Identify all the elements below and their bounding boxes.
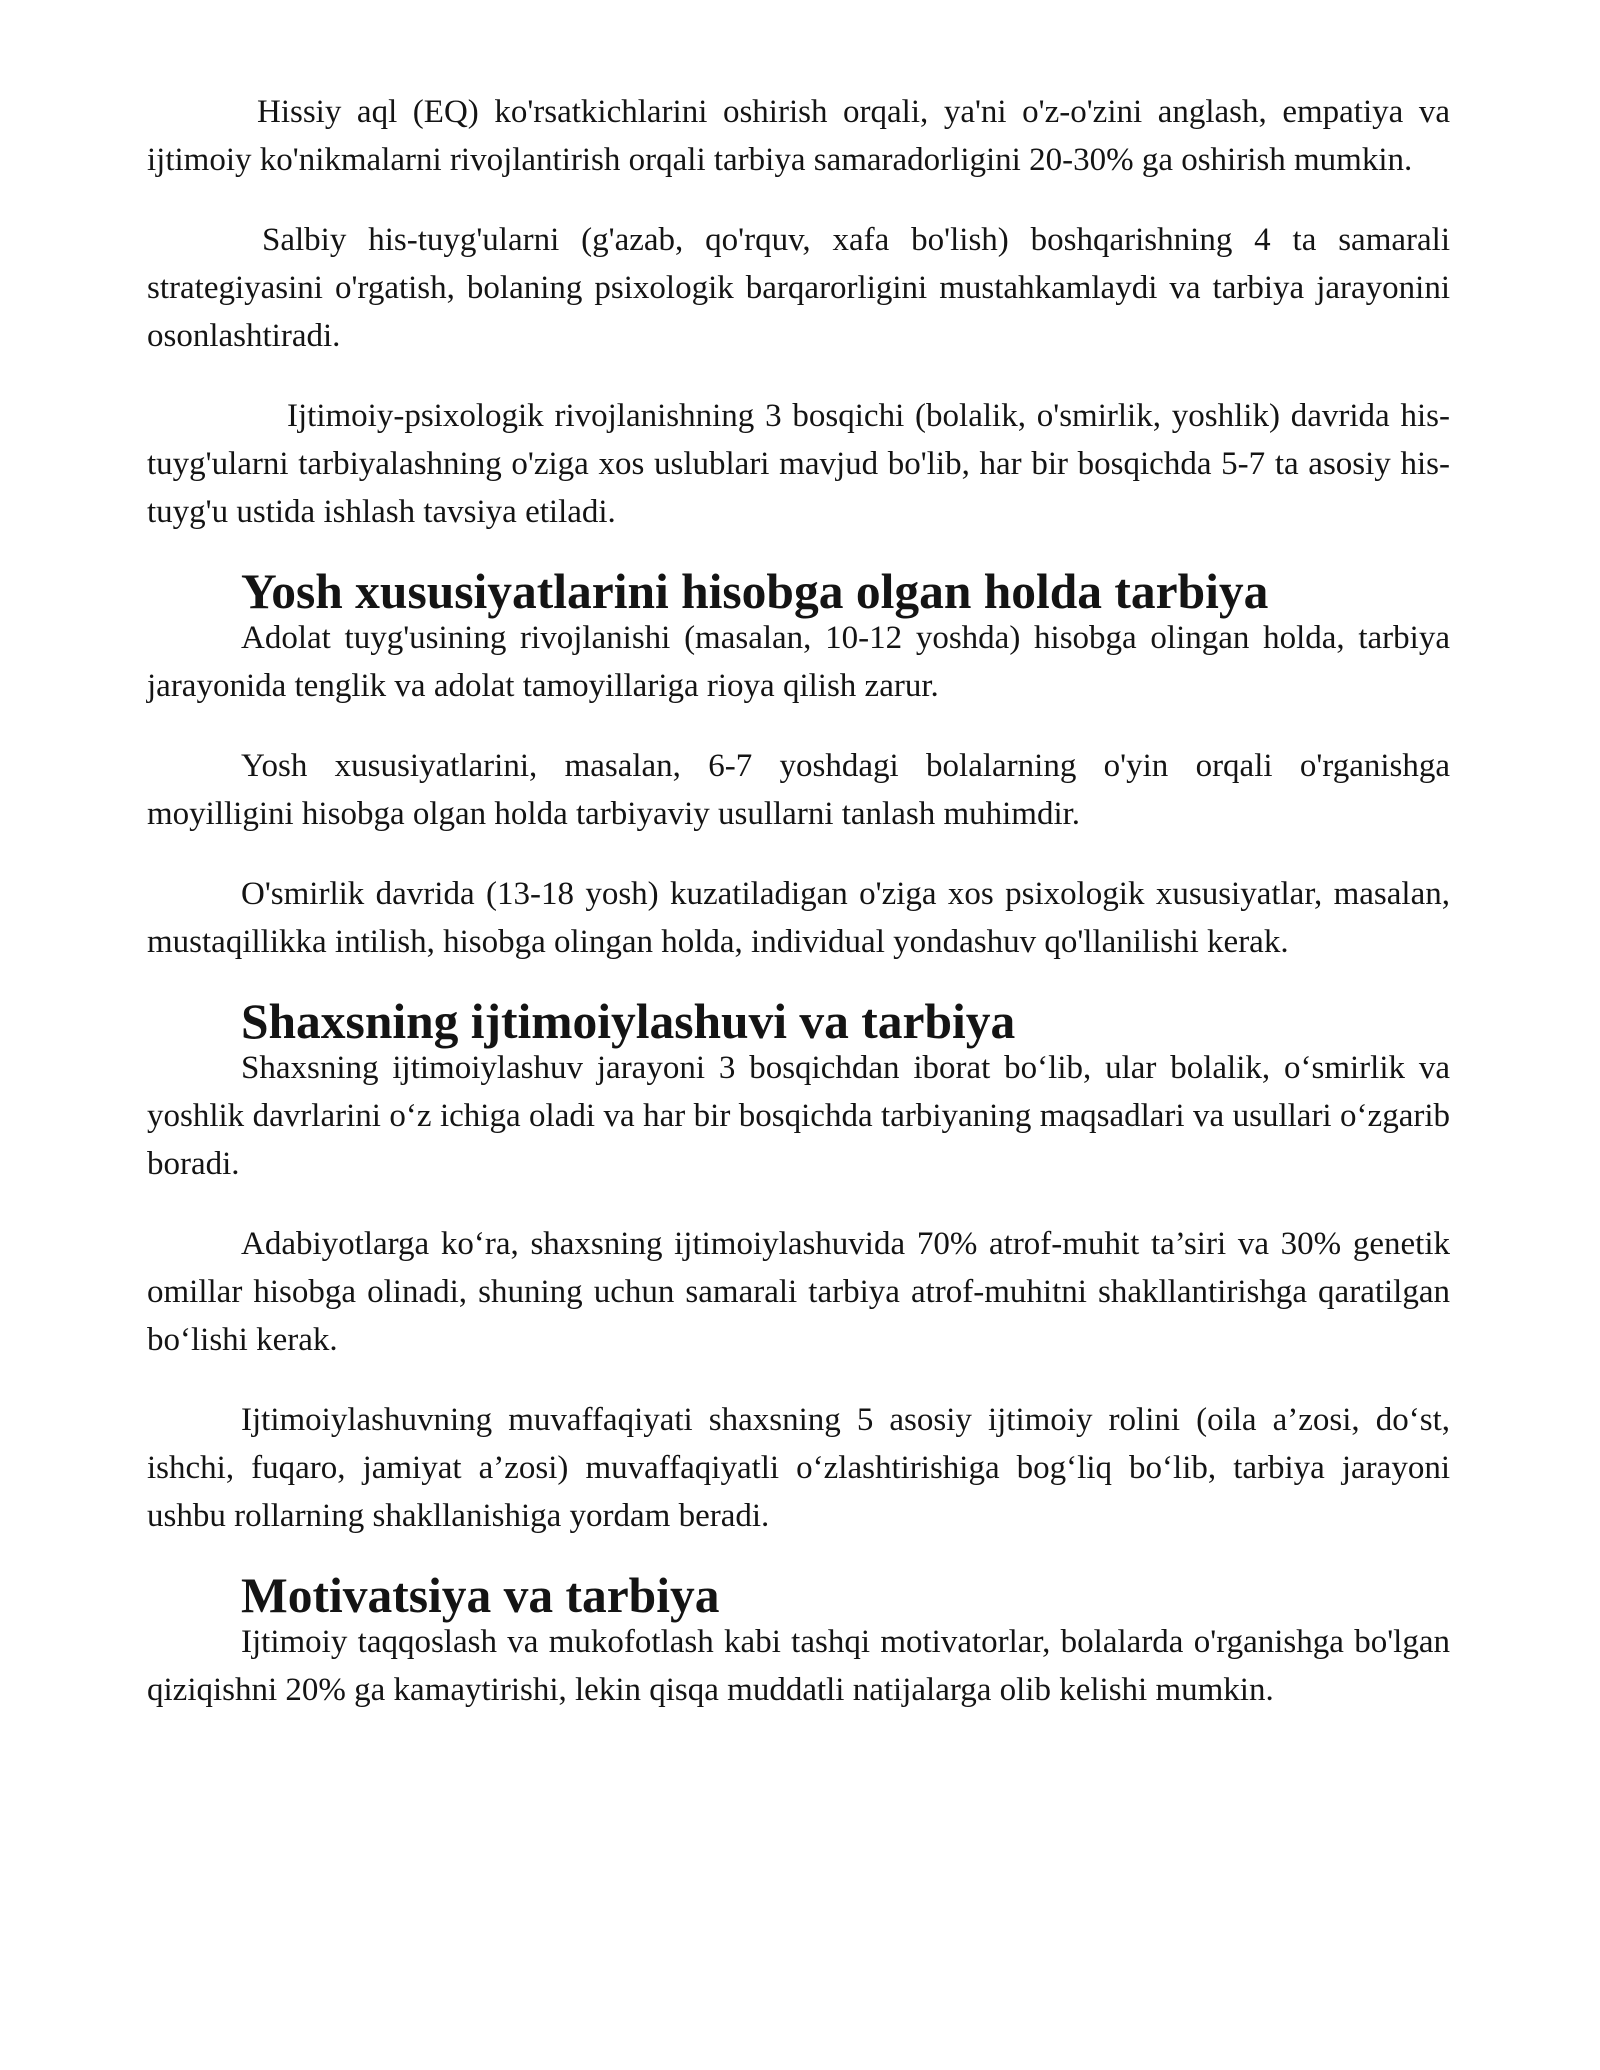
document-page — [147, 88, 1450, 1714]
paragraph-social-roles: Ijtimoiylashuvning muvaffaqiyati shaxsning 5 asosiy ijtimoiy rolini (oila a’zosi, do‘st, ishchi, fuqaro, jamiyat a’zosi) muvaffaqiyatli o‘zlashtirishiga bog‘liq bo‘lib, tarbiya jarayoni ushbu rollarning shakllanishiga yordam beradi. — [147, 1402, 1450, 1534]
paragraph-negative-emotions: Salbiy his-tuyg'ularni (g'azab, qo'rquv, xafa bo'lish) boshqarishning 4 ta samarali strategiyasini o'rgatish, bolaning psixologik barqarorligini mustahkamlaydi va tarbiya jarayonini osonlashtiradi. — [147, 222, 1450, 354]
paragraph-external-motivators: Ijtimoiy taqqoslash va mukofotlash kabi tashqi motivatorlar, bolalarda o'rganishga bo'lgan qiziqishni 20% ga kamaytirishi, lekin qisqa muddatli natijalarga olib kelishi mumkin. — [147, 1624, 1450, 1708]
paragraph-environment-genetics: Adabiyotlarga ko‘ra, shaxsning ijtimoiylashuvida 70% atrof-muhit ta’siri va 30% genetik omillar hisobga olinadi, shuning uchun samarali tarbiya atrof-muhitni shakllantirishga qaratilgan bo‘lishi kerak. — [147, 1226, 1450, 1358]
paragraph-eq: Hissiy aql (EQ) ko'rsatkichlarini oshirish orqali, ya'ni o'z-o'zini anglash, empatiya va ijtimoiy ko'nikmalarni rivojlantirish orqali tarbiya samaradorligini 20-30% ga oshirish mumkin. — [147, 94, 1450, 178]
paragraph-adolescence: O'smirlik davrida (13-18 yosh) kuzatiladigan o'ziga xos psixologik xususiyatlar, masalan, mustaqillikka intilish, hisobga olingan holda, individual yondashuv qo'llanilishi kerak. — [147, 876, 1450, 960]
paragraph-play-learning: Yosh xususiyatlarini, masalan, 6-7 yoshdagi bolalarning o'yin orqali o'rganishga moyilligini hisobga olgan holda tarbiyaviy usullarni tanlash muhimdir. — [147, 748, 1450, 832]
paragraph-socialization-stages: Shaxsning ijtimoiylashuv jarayoni 3 bosqichdan iborat bo‘lib, ular bolalik, o‘smirlik va yoshlik davrlarini o‘z ichiga oladi va har bir bosqichda tarbiyaning maqsadlari va usullari o‘zgarib boradi. — [147, 1050, 1450, 1182]
heading-motivation: Motivatsiya va tarbiya — [241, 1568, 720, 1623]
paragraph-justice: Adolat tuyg'usining rivojlanishi (masalan, 10-12 yoshda) hisobga olingan holda, tarbiya jarayonida tenglik va adolat tamoyillariga rioya qilish zarur. — [147, 620, 1450, 704]
paragraph-development-stages: Ijtimoiy-psixologik rivojlanishning 3 bosqichi (bolalik, o'smirlik, yoshlik) davrida his-tuyg'ularni tarbiyalashning o'ziga xos uslublari mavjud bo'lib, har bir bosqichda 5-7 ta asosiy his-tuyg'u ustida ishlash tavsiya etiladi. — [147, 398, 1450, 530]
heading-age-features: Yosh xususiyatlarini hisobga olgan holda tarbiya — [241, 564, 1269, 619]
heading-socialization: Shaxsning ijtimoiylashuvi va tarbiya — [241, 994, 1016, 1049]
